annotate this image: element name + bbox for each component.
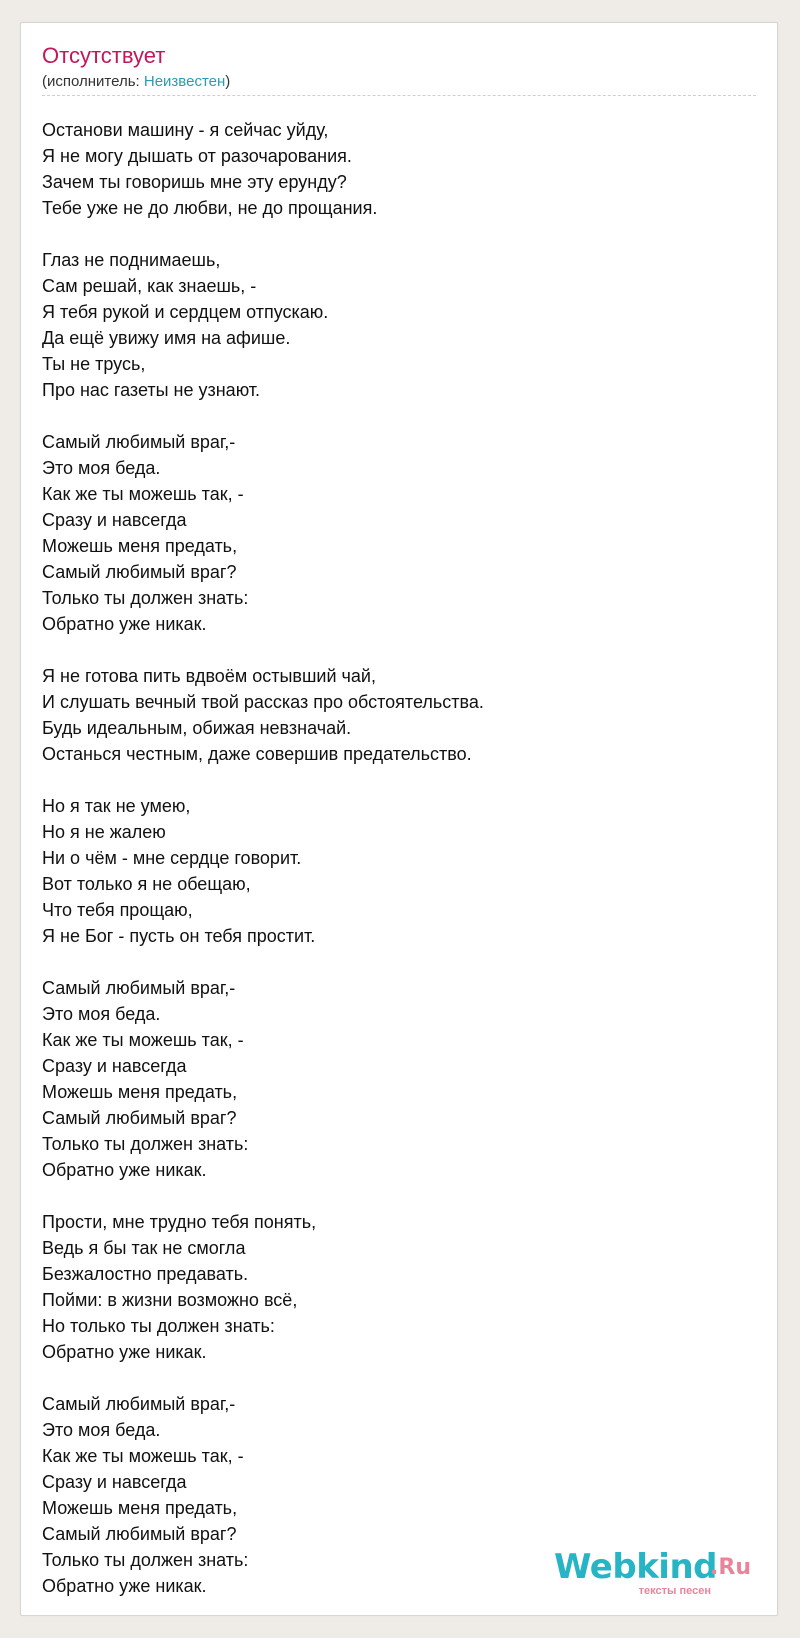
lyrics-line: Но я так не умею, — [42, 796, 191, 816]
lyrics-line: Обратно уже никак. — [42, 1342, 207, 1362]
lyrics-line: Но я не жалею — [42, 822, 166, 842]
lyrics-line: Самый любимый враг,- — [42, 978, 236, 998]
watermark-tagline: тексты песен — [638, 1585, 711, 1597]
lyrics-line: Да ещё увижу имя на афише. — [42, 328, 291, 348]
lyrics-line: Ты не трусь, — [42, 354, 146, 374]
lyrics-line: Останься честным, даже совершив предательство. — [42, 744, 472, 764]
lyrics-line: Сразу и навсегда — [42, 1472, 187, 1492]
lyrics-line: Как же ты можешь так, - — [42, 1030, 244, 1050]
lyrics-line: Обратно уже никак. — [42, 1576, 207, 1596]
lyrics-line: Только ты должен знать: — [42, 588, 249, 608]
lyrics-line: Самый любимый враг? — [42, 1108, 237, 1128]
lyrics-line: Я не Бог - пусть он тебя простит. — [42, 926, 316, 946]
lyrics-line: Я тебя рукой и сердцем отпускаю. — [42, 302, 329, 322]
lyrics-stanza — [42, 117, 742, 221]
lyrics-line: Как же ты можешь так, - — [42, 1446, 244, 1466]
lyrics-line: Что тебя прощаю, — [42, 900, 193, 920]
lyrics-stanza — [42, 975, 742, 1183]
lyrics-line: Ведь я бы так не смогла — [42, 1238, 246, 1258]
lyrics-stanza — [42, 1209, 742, 1365]
song-title: Отсутствует — [42, 43, 166, 68]
lyrics-line: Обратно уже никак. — [42, 1160, 207, 1180]
lyrics-line: Ни о чём - мне сердце говорит. — [42, 848, 302, 868]
artist-suffix: ) — [225, 73, 231, 90]
header-divider — [42, 95, 756, 96]
lyrics-line: Я не могу дышать от разочарования. — [42, 146, 352, 166]
lyrics-line: Самый любимый враг? — [42, 1524, 237, 1544]
lyrics-stanza — [42, 429, 742, 637]
lyrics-line: Я не готова пить вдвоём остывший чай, — [42, 666, 376, 686]
lyrics-stanza — [42, 663, 742, 767]
lyrics-line: Это моя беда. — [42, 458, 161, 478]
lyrics-line: Можешь меня предать, — [42, 536, 238, 556]
watermark-brand: Webkind — [554, 1547, 717, 1587]
lyrics-line: Но только ты должен знать: — [42, 1316, 275, 1336]
webkind-watermark — [551, 1547, 751, 1597]
lyrics-line: Самый любимый враг? — [42, 562, 237, 582]
artist-prefix: (исполнитель: — [42, 73, 144, 90]
lyrics-line: Прости, мне трудно тебя понять, — [42, 1212, 317, 1232]
lyrics-line: Сразу и навсегда — [42, 1056, 187, 1076]
lyrics-card — [20, 22, 778, 1616]
lyrics-line: Это моя беда. — [42, 1004, 161, 1024]
lyrics-line: Как же ты можешь так, - — [42, 484, 244, 504]
lyrics-line: Глаз не поднимаешь, — [42, 250, 221, 270]
lyrics-line: Можешь меня предать, — [42, 1082, 238, 1102]
lyrics-line: Обратно уже никак. — [42, 614, 207, 634]
lyrics-line: Останови машину - я сейчас уйду, — [42, 120, 329, 140]
lyrics-line: И слушать вечный твой рассказ про обстоятельства. — [42, 692, 484, 712]
lyrics-line: Можешь меня предать, — [42, 1498, 238, 1518]
lyrics-line: Вот только я не обещаю, — [42, 874, 251, 894]
lyrics-line: Только ты должен знать: — [42, 1134, 249, 1154]
lyrics-body — [42, 117, 742, 1599]
lyrics-line: Пойми: в жизни возможно всё, — [42, 1290, 298, 1310]
watermark-tld: .Ru — [710, 1555, 751, 1580]
lyrics-line: Это моя беда. — [42, 1420, 161, 1440]
lyrics-line: Самый любимый враг,- — [42, 432, 236, 452]
lyrics-line: Сразу и навсегда — [42, 510, 187, 530]
lyrics-stanza — [42, 247, 742, 403]
lyrics-line: Самый любимый враг,- — [42, 1394, 236, 1414]
artist-line — [42, 73, 230, 91]
lyrics-line: Только ты должен знать: — [42, 1550, 249, 1570]
lyrics-line: Про нас газеты не узнают. — [42, 380, 261, 400]
lyrics-stanza — [42, 793, 742, 949]
artist-link[interactable]: Неизвестен — [143, 73, 226, 90]
lyrics-line: Тебе уже не до любви, не до прощания. — [42, 198, 378, 218]
lyrics-line: Сам решай, как знаешь, - — [42, 276, 257, 296]
lyrics-line: Будь идеальным, обижая невзначай. — [42, 718, 352, 738]
lyrics-line: Безжалостно предавать. — [42, 1264, 249, 1284]
lyrics-line: Зачем ты говоришь мне эту ерунду? — [42, 172, 347, 192]
